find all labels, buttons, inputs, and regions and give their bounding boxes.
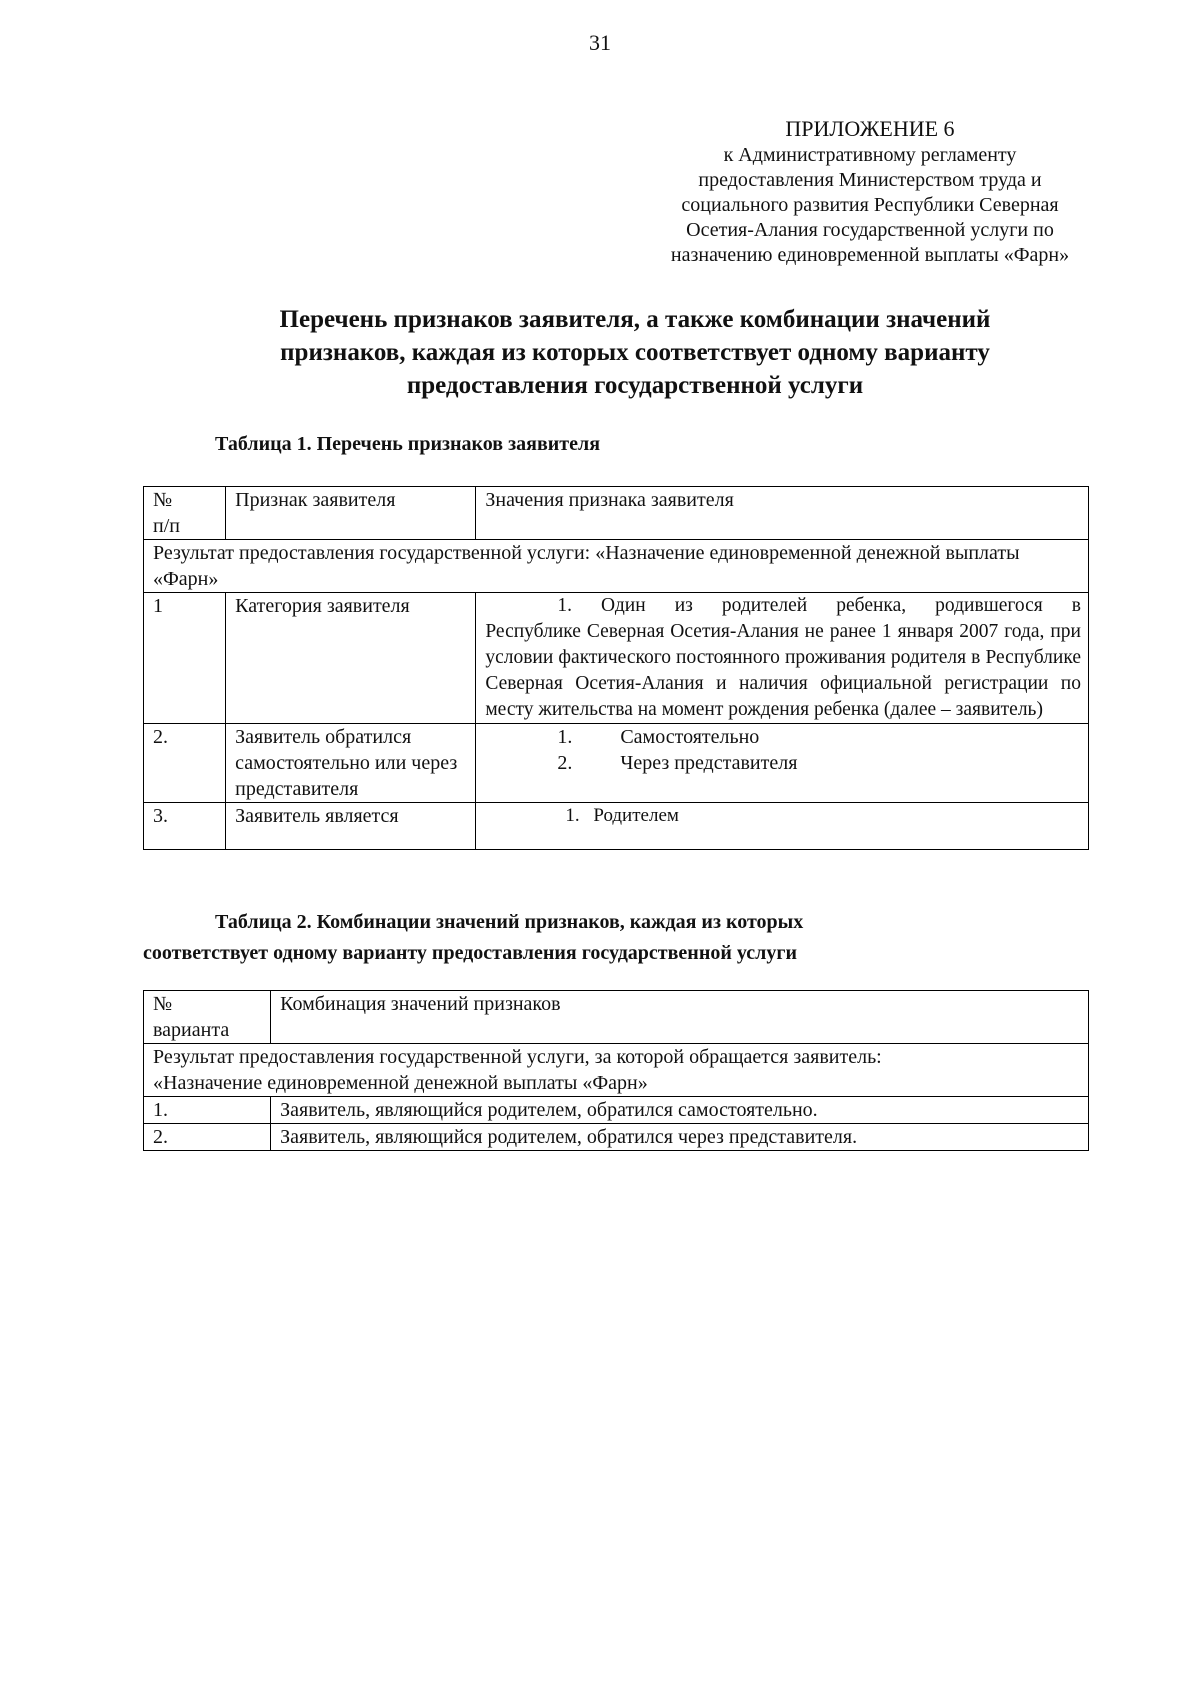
table-header-row (144, 487, 1089, 540)
table-row (144, 1097, 1089, 1124)
row-number: 1. (144, 1097, 271, 1124)
row-number: 3. (144, 803, 226, 850)
result-line: Результат предоставления государственной услуги, за которой обращается заявитель: (153, 1046, 882, 1068)
header-cell-number: № п/п (144, 487, 226, 540)
row-feature: Заявитель обратился самостоятельно или через представителя (226, 724, 476, 803)
combinations-table (143, 990, 1089, 1151)
header-cell-combination: Комбинация значений признаков (271, 991, 1089, 1044)
appendix-header (640, 116, 1100, 268)
value-first-line: 1. Один из родителей ребенка, родившегося в (557, 595, 1081, 616)
row-number: 2. (144, 724, 226, 803)
result-cell (144, 1044, 1089, 1097)
appendix-title: ПРИЛОЖЕНИЕ 6 (785, 116, 955, 141)
title-line: предоставления государственной услуги (406, 372, 864, 399)
header-cell-values: Значения признака заявителя (476, 487, 1089, 540)
row-value (476, 803, 1089, 850)
row-value (476, 593, 1089, 724)
caption-line: соответствует одному варианту предоставления государственной услуги (143, 942, 797, 964)
table-row (144, 724, 1089, 803)
row-value (476, 724, 1089, 803)
row-text: Заявитель, являющийся родителем, обратился через представителя. (271, 1124, 1089, 1151)
list-item: 1. Самостоятельно (557, 726, 760, 748)
table-result-row (144, 540, 1089, 593)
title-line: Перечень признаков заявителя, а также комбинации значений (279, 306, 991, 333)
document-title (195, 303, 1075, 402)
appendix-line: социального развития Республики Северная (681, 194, 1059, 216)
table-result-row (144, 1044, 1089, 1097)
appendix-line: предоставления Министерством труда и (698, 169, 1042, 191)
list-item-text: Родителем (593, 805, 679, 826)
table2-caption (143, 907, 1093, 969)
page-number: 31 (589, 30, 611, 55)
list-item-number: 1. (565, 805, 580, 826)
header-cell-variant: № варианта (144, 991, 271, 1044)
row-number: 2. (144, 1124, 271, 1151)
value-rest: Республике Северная Осетия-Алания не ранее 1 января 2007 года, при условии фактического постоянного проживания родителя в Республике Северная Осетия-Алания и наличия официальной регистрации по месту жительства на момент рождения ребенка (далее – заявитель) (485, 621, 1081, 720)
appendix-line: к Административному регламенту (723, 144, 1017, 166)
appendix-line: назначению единовременной выплаты «Фарн» (670, 244, 1070, 266)
table-row (144, 1124, 1089, 1151)
row-feature: Заявитель является (226, 803, 476, 850)
row-text: Заявитель, являющийся родителем, обратился самостоятельно. (271, 1097, 1089, 1124)
table-header-row (144, 991, 1089, 1044)
row-number: 1 (144, 593, 226, 724)
row-feature: Категория заявителя (226, 593, 476, 724)
table-row (144, 593, 1089, 724)
caption-line: Таблица 2. Комбинации значений признаков, каждая из которых (215, 911, 804, 933)
title-line: признаков, каждая из которых соответствует одному варианту (280, 339, 990, 366)
list-item: 2. Через представителя (557, 752, 798, 774)
header-cell-feature: Признак заявителя (226, 487, 476, 540)
table1-caption: Таблица 1. Перечень признаков заявителя (215, 433, 601, 455)
result-cell: Результат предоставления государственной услуги: «Назначение единовременной денежной выплаты «Фарн» (144, 540, 1089, 593)
table-row (144, 803, 1089, 850)
appendix-line: Осетия-Алания государственной услуги по (686, 219, 1054, 241)
result-line: «Назначение единовременной денежной выплаты «Фарн» (153, 1072, 648, 1094)
applicant-features-table (143, 486, 1089, 850)
